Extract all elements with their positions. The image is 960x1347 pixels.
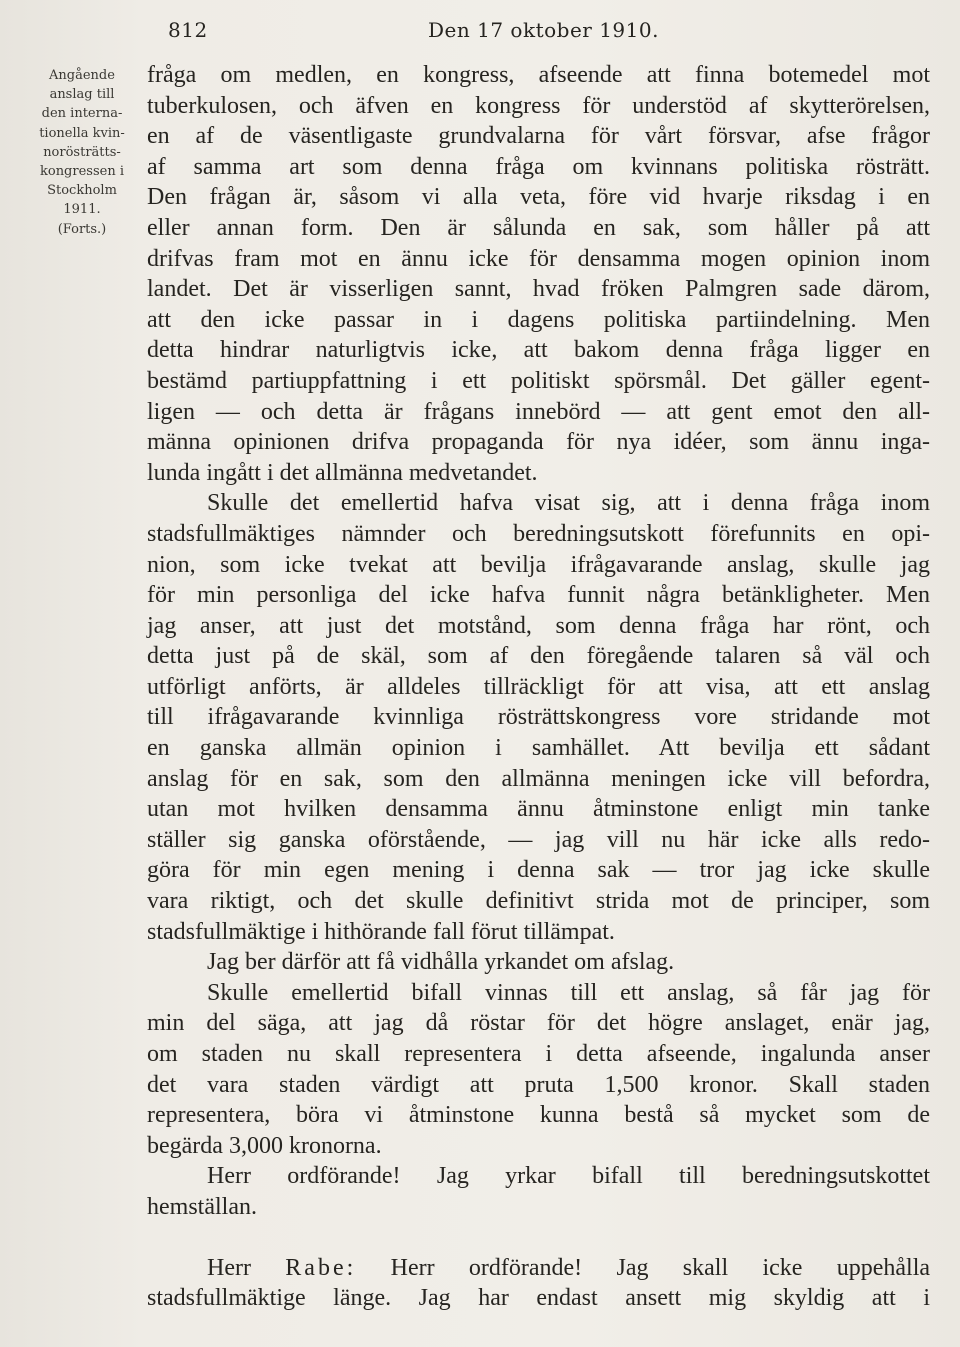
text-line: det vara staden värdigt att pruta 1,500 kronor. Skall staden [147, 1071, 930, 1098]
text-line: utförligt anförts, är alldeles tillräckligt för att visa, att ett anslag [147, 673, 930, 700]
margin-note-line: anslag till [49, 87, 115, 103]
text-line: jag anser, att just det motstånd, som denna fråga har rönt, och [147, 612, 930, 639]
speaker-prefix: Herr [207, 1254, 251, 1281]
margin-note-line: Stockholm [47, 183, 117, 199]
paragraph-5 [147, 1161, 930, 1222]
text-line: till ifrågavarande kvinnliga rösträttskongress vore stridande mot [147, 704, 930, 731]
text-line: begärda 3,000 kronorna. [147, 1132, 382, 1159]
text-line: om staden nu skall representera i detta afseende, ingalunda anser [147, 1041, 930, 1067]
running-head-date: Den 17 oktober 1910. [428, 18, 659, 42]
paragraph-1 [147, 60, 930, 488]
margin-note [26, 66, 138, 239]
speaker-name: Rabe: [285, 1254, 357, 1281]
text-line: eller annan form. Den är sålunda en sak, som håller på att [147, 214, 930, 241]
text-line: stadsfullmäktige länge. Jag har endast ansett mig skyldig att i [147, 1285, 930, 1312]
text-line: tuberkulosen, och äfven en kongress för understöd af skytterörelsen, [147, 92, 930, 119]
margin-note-line: den interna- [41, 106, 123, 122]
text-line: stadsfullmäktige i hithörande fall förut tillämpat. [147, 918, 615, 945]
text-line: lunda ingått i det allmänna medvetandet. [147, 459, 538, 486]
text-line: vara riktigt, och det skulle definitivt strida mot de principer, som [147, 888, 930, 915]
text-line: anslag för en sak, som den allmänna meningen icke vill befordra, [147, 765, 930, 792]
text-line: af samma art som denna fråga om kvinnans politiska rösträtt. [147, 153, 930, 180]
text-line: Skulle emellertid bifall vinnas till ett anslag, så får jag för [207, 979, 930, 1006]
paragraph-3 [147, 947, 930, 978]
margin-note-line: kongressen i [39, 164, 124, 180]
margin-note-line: Angående [49, 68, 115, 83]
text-line: Jag ber därför att få vidhålla yrkandet om afslag. [207, 949, 675, 976]
text-line [147, 1253, 930, 1284]
text-line: att den icke passar in i dagens politiska partiindelning. Men [147, 306, 930, 333]
margin-note-line: norösträtts- [43, 144, 121, 160]
text-line: utan mot hvilken densamma ännu åtminstone enligt min tanke [147, 796, 930, 823]
text-line: för min personliga del icke hafva funnit några betänkligheter. Men [147, 582, 930, 609]
text-line: fråga om medlen, en kongress, afseende att finna botemedel mot [147, 62, 930, 88]
text-line: min del säga, att jag då röstar för det högre anslaget, enär jag, [147, 1010, 930, 1037]
speech-text: Herr ordförande! Jag skall icke uppehålla [390, 1254, 931, 1281]
paragraph-2 [147, 488, 930, 947]
text-line: representera, böra vi åtminstone kunna bestå så mycket som de [147, 1102, 930, 1129]
margin-note-line: tionella kvin- [39, 125, 125, 141]
paragraph-6 [147, 1253, 930, 1314]
paragraph-4 [147, 978, 930, 1162]
text-line: Herr ordförande! Jag yrkar bifall till beredningsutskottet [207, 1163, 930, 1190]
text-line: hemställan. [147, 1193, 257, 1220]
text-line: ställer sig ganska oförstående, — jag vill nu här icke alls redo- [147, 826, 930, 853]
page-header [150, 12, 930, 46]
margin-note-line: (Forts.) [57, 221, 107, 237]
body-text [147, 60, 930, 1314]
text-line: göra för min egen mening i denna sak — tror jag icke skulle [147, 857, 930, 884]
text-line: nion, som icke tvekat att bevilja ifrågavarande anslag, skulle jag [147, 551, 930, 578]
text-line: bestämd partiuppfattning i ett politiskt spörsmål. Det gäller egent- [147, 367, 930, 394]
text-line: landet. Det är visserligen sannt, hvad fröken Palmgren sade därom, [147, 276, 930, 303]
text-line: Den frågan är, såsom vi alla veta, före vid hvarje riksdag i en [147, 184, 930, 211]
text-line: ligen — och detta är frågans innebörd — att gent emot den all- [147, 398, 930, 425]
text-line: detta hindrar naturligtvis icke, att bakom denna fråga ligger en [147, 337, 930, 364]
margin-note-line: 1911. [63, 202, 101, 218]
page-number: 812 [168, 18, 208, 42]
text-line: männa opinionen drifva propaganda för nya idéer, som ännu inga- [147, 429, 930, 456]
text-line: Skulle det emellertid hafva visat sig, att i denna fråga inom [207, 490, 930, 517]
text-line: stadsfullmäktiges nämnder och beredningsutskott förefunnits en opi- [147, 520, 930, 547]
paragraph-gap [147, 1223, 930, 1253]
text-line: detta just på de skäl, som af den föregående talaren så väl och [147, 643, 930, 670]
text-line: en af de väsentligaste grundvalarna för vårt försvar, afse frågor [147, 123, 930, 150]
text-line: en ganska allmän opinion i samhället. Att bevilja ett sådant [147, 735, 930, 762]
text-line: drifvas fram mot en ännu icke för densamma mogen opinion inom [147, 245, 930, 272]
